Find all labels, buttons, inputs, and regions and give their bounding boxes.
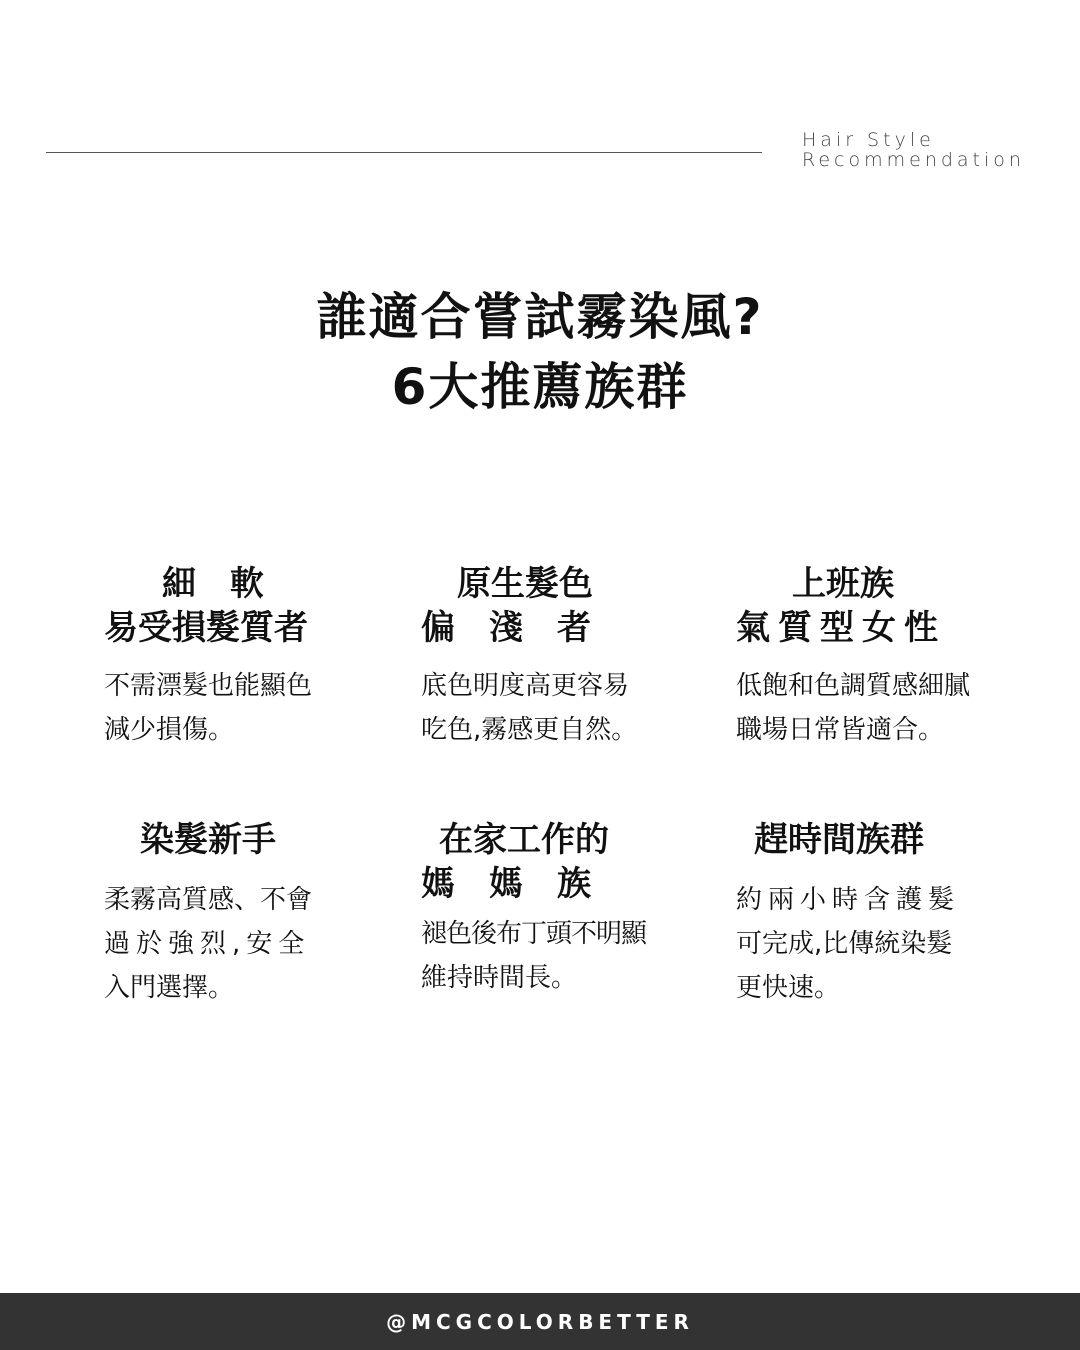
group-desc-line-2: 過於強烈,安全 [104,929,311,959]
group-description [736,664,996,752]
group-title-line-2: 偏 淺 者 [421,608,591,648]
footer-bar [0,1293,1080,1350]
group-desc-line-3: 更快速。 [736,973,841,1003]
group-desc-line-1: 褪色後布丁頭不明顯 [421,919,647,949]
group-desc-line-1: 約兩小時含護髮 [736,885,961,915]
group-card-work-from-home-moms [421,818,681,1000]
group-desc-line-1: 低飽和色調質感細膩 [736,671,971,701]
tagline-line-2: Recommendation [802,149,1025,171]
group-desc-line-1: 不需漂髮也能顯色 [104,671,313,701]
group-card-fine-hair [104,562,364,752]
group-desc-line-1: 底色明度高更容易 [421,671,630,701]
group-description [104,878,364,1010]
group-title-line-2: 易受損髮質者 [104,608,308,648]
group-card-first-time-dye [104,818,364,1010]
group-title-line-1: 染髮新手 [140,820,276,860]
group-title-line-2: 媽 媽 族 [421,864,591,904]
group-desc-line-2: 維持時間長。 [421,963,578,993]
group-title [104,562,364,650]
title-line-2: 6大推薦族群 [391,358,689,416]
group-title-line-1: 上班族 [792,564,894,604]
group-title-line-2: 氣質型女性 [736,608,946,648]
group-description [421,912,681,1000]
group-title-line-1: 趕時間族群 [754,820,924,860]
group-description [104,664,364,752]
group-desc-line-2: 減少損傷。 [104,715,235,745]
group-title [104,818,364,862]
group-desc-line-2: 可完成,比傳統染髮 [736,929,953,959]
group-card-light-natural-color [421,562,681,752]
group-card-office-women [736,562,996,752]
group-title-line-1: 在家工作的 [439,820,609,860]
group-description [421,664,681,752]
group-title [736,562,996,650]
group-desc-line-1: 柔霧高質感、不會 [104,885,313,915]
group-title [421,818,681,906]
title-line-1: 誰適合嘗試霧染風? [316,288,764,346]
group-title [736,818,996,862]
group-card-busy-people [736,818,996,1010]
group-title-line-1: 細 軟 [162,564,264,604]
group-desc-line-2: 吃色,霧感更自然。 [421,715,638,745]
group-desc-line-2: 職場日常皆適合。 [736,715,945,745]
tagline-line-1: Hair Style [802,129,935,151]
group-title [421,562,681,650]
group-title-line-1: 原生髮色 [457,564,593,604]
social-handle: @MCGCOLORBETTER [386,1309,694,1334]
group-desc-line-3: 入門選擇。 [104,973,235,1003]
group-description [736,878,996,1010]
